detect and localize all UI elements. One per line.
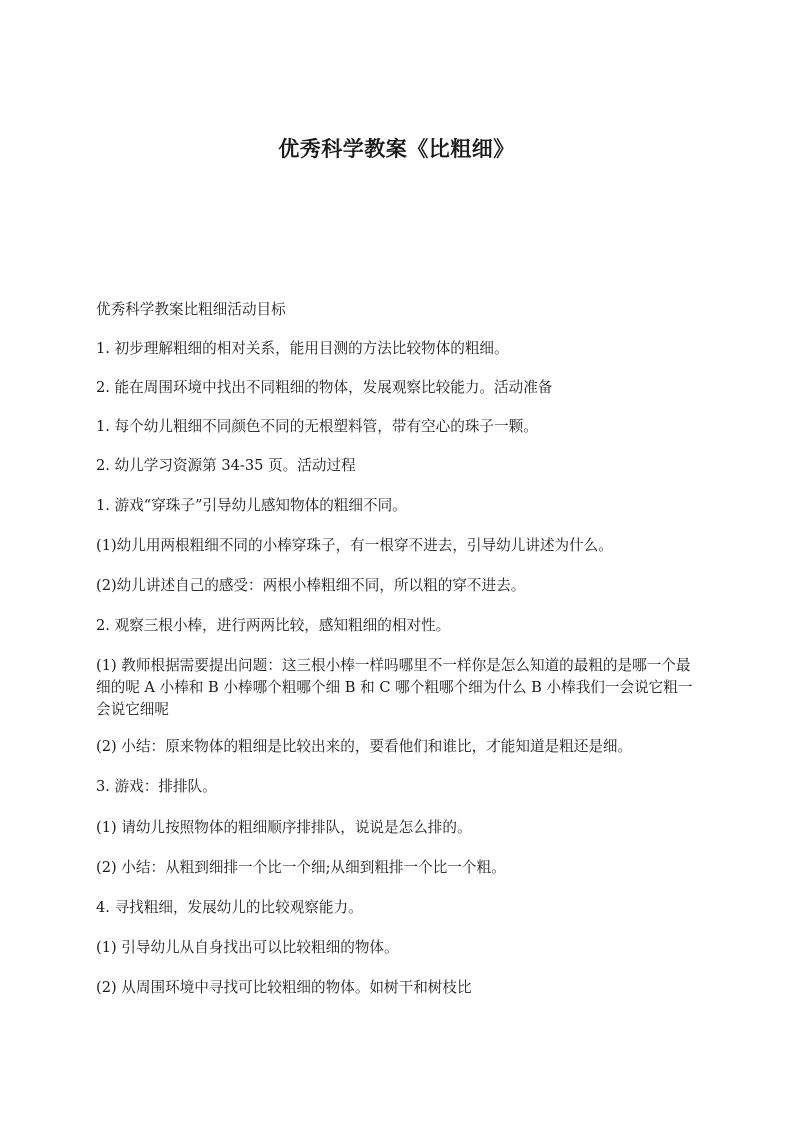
paragraph: (2) 小结：从粗到细排一个比一个细;从细到粗排一个比一个粗。: [96, 859, 506, 876]
paragraph: (1) 请幼儿按照物体的粗细顺序排排队，说说是怎么排的。: [96, 819, 472, 836]
paragraph: (1) 教师根据需要提出问题：这三根小棒一样吗哪里不一样你是怎么知道的最粗的是哪一个最细的呢 A 小棒和 B 小棒哪个粗哪个细 B 和 C 哪个粗哪个细为什么 B 小棒我们一会说它粗一会说它细呢: [96, 657, 693, 718]
paragraph: 3. 游戏：排排队。: [96, 778, 217, 795]
section-heading-goals: 优秀科学教案比粗细活动目标: [96, 301, 286, 318]
paragraph: (2)幼儿讲述自己的感受：两根小棒粗细不同，所以粗的穿不进去。: [96, 577, 526, 594]
paragraph: (2) 小结：原来物体的粗细是比较出来的，要看他们和谁比，才能知道是粗还是细。: [96, 738, 633, 755]
paragraph: (1) 引导幼儿从自身找出可以比较粗细的物体。: [96, 939, 399, 956]
document-title: 优秀科学教案《比粗细》: [278, 137, 515, 161]
paragraph: (1)幼儿用两根粗细不同的小棒穿珠子，有一根穿不进去，引导幼儿讲述为什么。: [96, 537, 613, 554]
paragraph: 1. 初步理解粗细的相对关系，能用目测的方法比较物体的粗细。: [96, 340, 509, 357]
paragraph: 1. 游戏“穿珠子”引导幼儿感知物体的粗细不同。: [96, 497, 407, 514]
paragraph: 2. 幼儿学习资源第 34-35 页。活动过程: [96, 457, 356, 474]
paragraph: 4. 寻找粗细，发展幼儿的比较观察能力。: [96, 899, 363, 916]
paragraph: (2) 从周围环境中寻找可比较粗细的物体。如树干和树枝比: [96, 979, 472, 996]
paragraph: 2. 观察三根小棒，进行两两比较，感知粗细的相对性。: [96, 617, 451, 634]
paragraph: 2. 能在周围环境中找出不同粗细的物体，发展观察比较能力。活动准备: [96, 379, 553, 396]
paragraph: 1. 每个幼儿粗细不同颜色不同的无根塑料管，带有空心的珠子一颗。: [96, 418, 538, 435]
